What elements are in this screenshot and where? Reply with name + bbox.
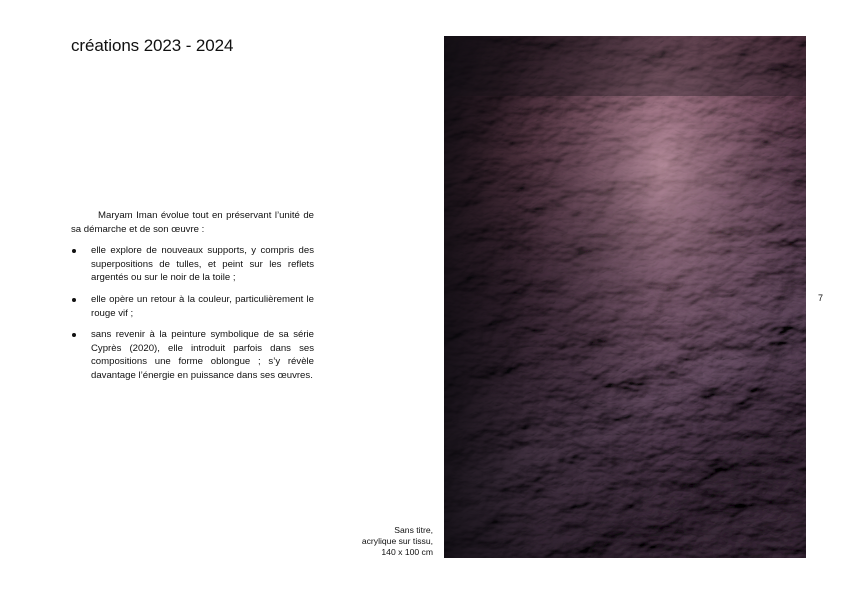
bullet-text: elle explore de nouveaux supports, y compris des superpositions de tulles, et peint sur les reflets argentés ou sur le noir de la toile ; <box>91 245 314 284</box>
page-number: 7 <box>818 293 824 303</box>
description-text <box>71 209 314 391</box>
artwork-caption <box>362 525 433 558</box>
bullet-item <box>71 293 314 320</box>
artwork-image <box>444 36 806 558</box>
caption-medium: acrylique sur tissu, <box>361 536 433 546</box>
crumpled-fabric-painting <box>444 36 806 558</box>
page-title: créations 2023 - 2024 <box>71 36 234 55</box>
intro-paragraph: Maryam Iman évolue tout en préservant l’unité de sa démarche et de son œuvre : <box>71 210 314 235</box>
bullet-text: elle opère un retour à la couleur, particulièrement le rouge vif ; <box>91 293 314 319</box>
caption-dimensions: 140 x 100 cm <box>381 547 433 557</box>
bullet-text: sans revenir à la peinture symbolique de sa série Cyprès (2020), elle introduit parfois dans ses compositions une forme oblongue ; s’y révèle davantage l’énergie en puissance dans ses œuvres. <box>91 329 314 381</box>
bullet-item <box>71 328 314 382</box>
bullet-item <box>71 244 314 285</box>
caption-title: Sans titre, <box>394 525 433 535</box>
bullet-list <box>71 244 314 382</box>
